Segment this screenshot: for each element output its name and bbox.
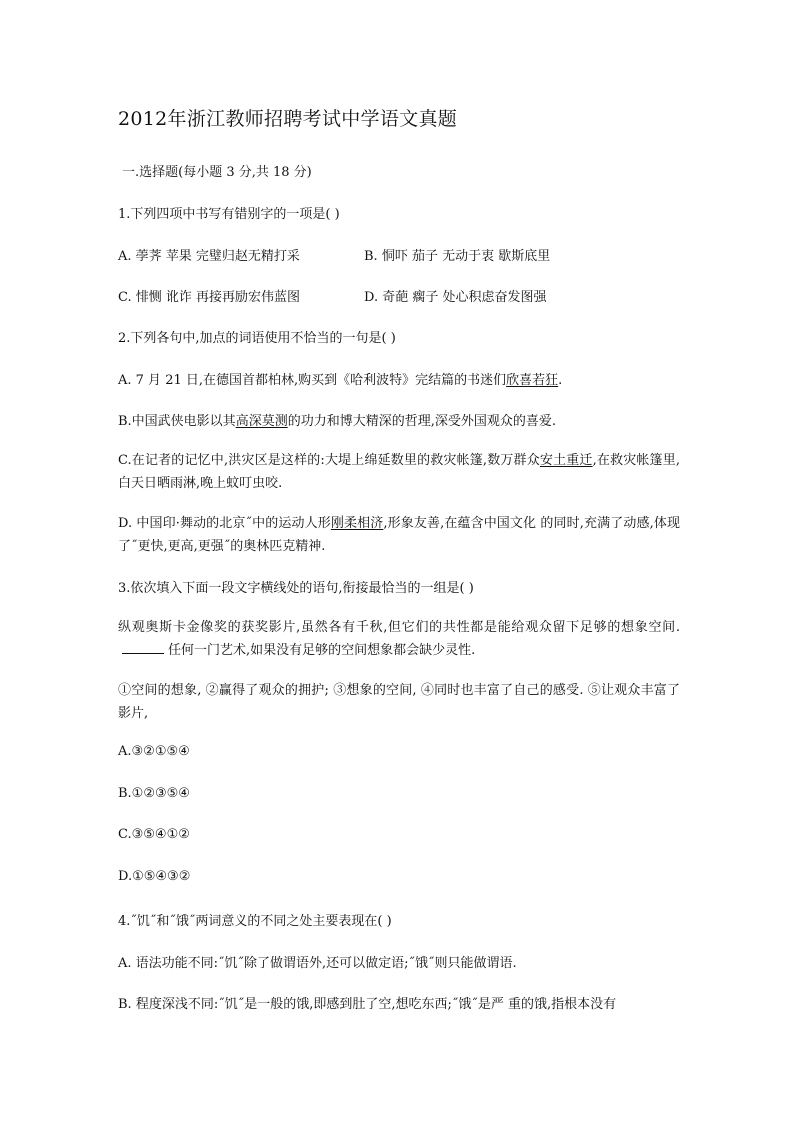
dotted-word: 安土重迁: [539, 453, 593, 468]
option-text: C.在记者的记忆中,洪灾区是这样的:大堤上绵延数里的救灾帐篷,数万群众: [118, 453, 540, 468]
section-heading: 一.选择题(每小题 3 分,共 18 分): [122, 165, 312, 180]
passage-text: 纵观奥斯卡金像奖的获奖影片,虽然各有千秋,但它们的共性都是能给观众留下足够的想象空间.: [118, 620, 680, 635]
option-text: 的功力和博大精深的哲理,深受外国观众的喜爱.: [287, 414, 556, 429]
option-text: .: [558, 373, 563, 388]
dotted-word: 刚柔相济: [330, 516, 384, 531]
fill-blank: [122, 641, 164, 654]
passage-text: 任何一门艺术,如果没有足够的空间想象都会缺少灵性.: [168, 643, 476, 658]
question-4-option-a: A. 语法功能不同:˝饥˝除了做谓语外,还可以做定语;˝饿˝则只能做谓语.: [118, 956, 517, 971]
question-1-option-b: B. 恫吓 茄子 无动于衷 歇斯底里: [364, 249, 551, 264]
question-1-stem: 1.下列四项中书写有错别字的一项是( ): [118, 207, 340, 222]
page-title: 2012年浙江教师招聘考试中学语文真题: [118, 108, 458, 130]
option-text: ,形象友善,在蕴含中国文化 的同时,充满了动感,体现了˝更快,更高,更强˝的奥林匹克精神.: [118, 516, 680, 554]
option-text: ,在救灾帐篷里,白天日晒雨淋,晚上蚊叮虫咬.: [118, 453, 681, 491]
question-2-option-c: [118, 449, 680, 495]
question-3-stem: 3.依次填入下面一段文字横线处的语句,衔接最恰当的一组是( ): [118, 581, 474, 596]
question-3-items: ①空间的想象, ②赢得了观众的拥护; ③想象的空间, ④同时也丰富了自己的感受. ⑤让观众丰富了影片,: [118, 683, 680, 721]
question-4-stem: 4.˝饥˝和˝饿˝两词意义的不同之处主要表现在( ): [118, 914, 392, 929]
question-2-option-a: [118, 369, 562, 388]
question-3-option-b: B.①②③⑤④: [118, 786, 190, 801]
question-2-option-d: [118, 512, 680, 558]
question-1-option-c: C. 悱恻 讹诈 再接再励宏伟蓝图: [118, 290, 301, 305]
dotted-word: 欣喜若狂: [506, 373, 559, 388]
dotted-word: 高深莫测: [235, 414, 288, 429]
question-4-option-b: B. 程度深浅不同:˝饥˝是一般的饿,即感到肚了空,想吃东西;˝饿˝是严 重的饿,指根本没有: [118, 997, 617, 1012]
option-text: A. 7 月 21 日,在德国首都柏林,购买到《哈利波特》完结篇的书迷们: [118, 373, 507, 388]
question-1-option-a: A. 荸荠 苹果 完璧归赵无精打采: [118, 249, 300, 264]
question-3-option-a: A.③②①⑤④: [118, 744, 190, 759]
question-1-option-d: D. 奇葩 瘸子 处心积虑奋发图强: [364, 290, 547, 305]
question-3-option-c: C.③⑤④①②: [118, 827, 190, 842]
option-text: B.中国武侠电影以其: [118, 414, 236, 429]
question-2-stem: 2.下列各句中,加点的词语使用不恰当的一句是( ): [118, 331, 396, 346]
option-text: D. 中国印·舞动的北京˝中的运动人形: [118, 516, 331, 531]
question-3-passage: [118, 616, 680, 662]
question-2-option-b: [118, 410, 556, 429]
question-3-option-d: D.①⑤④③②: [118, 869, 191, 884]
